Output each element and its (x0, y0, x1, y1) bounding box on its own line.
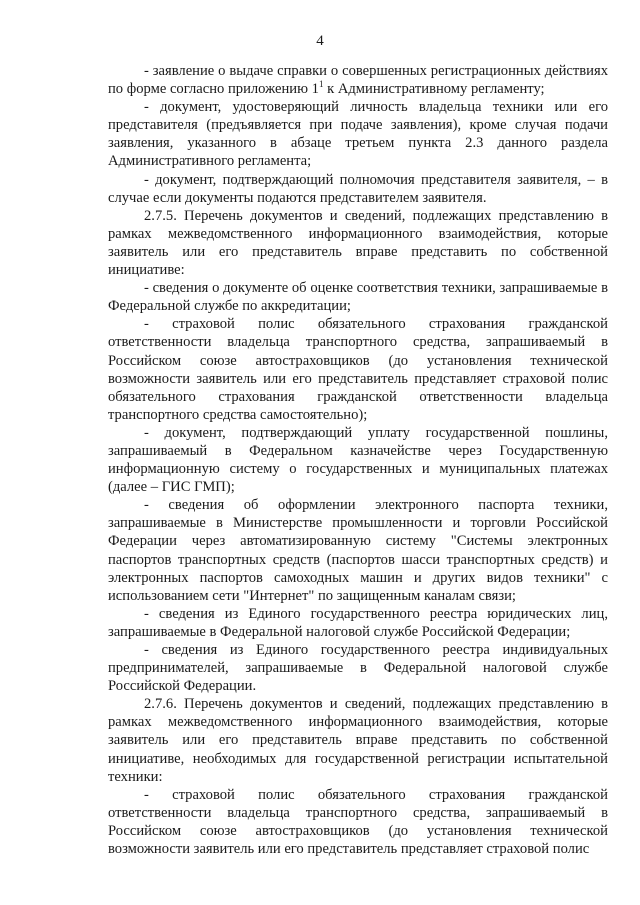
paragraph-authority-document: - документ, подтверждающий полномочия представителя заявителя, – в случае если документы подаются представителем заявителя. (108, 171, 608, 206)
page-number: 4 (316, 33, 324, 49)
paragraph-legal-entities-registry: - сведения из Единого государственного реестра юридических лиц, запрашиваемые в Федеральной налоговой службе Российской Федерации; (108, 605, 608, 640)
paragraph-clause-2-7-6: 2.7.6. Перечень документов и сведений, подлежащих представлению в рамках межведомственного информационного взаимодействия, которые заявитель или его представитель вправе представить по собственной инициативе, необходимых для государственной регистрации испытательной техники: (108, 696, 608, 785)
paragraph-electronic-passport: - сведения об оформлении электронного паспорта техники, запрашиваемые в Министерстве промышленности и торговли Российской Федерации через автоматизированную систему "Системы электронных паспортов транспортных средств (паспортов шасси транспортных средств) и электронных паспортов самоходных машин и других видов техники" с использованием сети "Интернет" по защищенным каналам связи; (108, 497, 608, 604)
paragraph-clause-2-7-5: 2.7.5. Перечень документов и сведений, подлежащих представлению в рамках межведомственного информационного взаимодействия, которые заявитель или его представитель вправе представить по собственной инициативе: (108, 207, 608, 279)
paragraph-text: к Административному регламенту; (323, 81, 545, 98)
footnote-marker: 1 (318, 79, 324, 90)
paragraph-identity-document: - документ, удостоверяющий личность владельца техники или его представителя (предъявляется при подаче заявления), кроме случая подачи заявления, указанного в абзаце третьем пункта 2.3 данного раздела Административного регламента; (108, 99, 608, 170)
paragraph-application-form (108, 62, 608, 98)
paragraph-insurance-policy: - страховой полис обязательного страхования гражданской ответственности владельца транспортного средства, запрашиваемый в Российском союзе автостраховщиков (до установления технической возможности заявитель или его представитель представляет страховой полис обязательного страхования гражданской ответственности владельца транспортного средства самостоятельно); (108, 316, 608, 423)
paragraph-entrepreneurs-registry: - сведения из Единого государственного реестра индивидуальных предпринимателей, запрашиваемые в Федеральной налоговой службе Российской Федерации. (108, 642, 608, 695)
paragraph-insurance-policy-test-equipment: - страховой полис обязательного страхования гражданской ответственности владельца транспортного средства, запрашиваемый в Российском союзе автостраховщиков (до установления технической возможности заявитель или его представитель представляет страховой полис (108, 786, 608, 858)
paragraph-conformity-info: - сведения о документе об оценке соответствия техники, запрашиваемые в Федеральной службе по аккредитации; (108, 280, 608, 315)
document-body (108, 62, 608, 858)
paragraph-text: - заявление о выдаче справки о совершенных регистрационных действиях по форме согласно приложению 1 (108, 63, 608, 98)
paragraph-state-fee: - документ, подтверждающий уплату государственной пошлины, запрашиваемый в Федеральном казначействе через Государственную информационную систему о государственных и муниципальных платежах (далее – ГИС ГМП); (108, 424, 608, 496)
